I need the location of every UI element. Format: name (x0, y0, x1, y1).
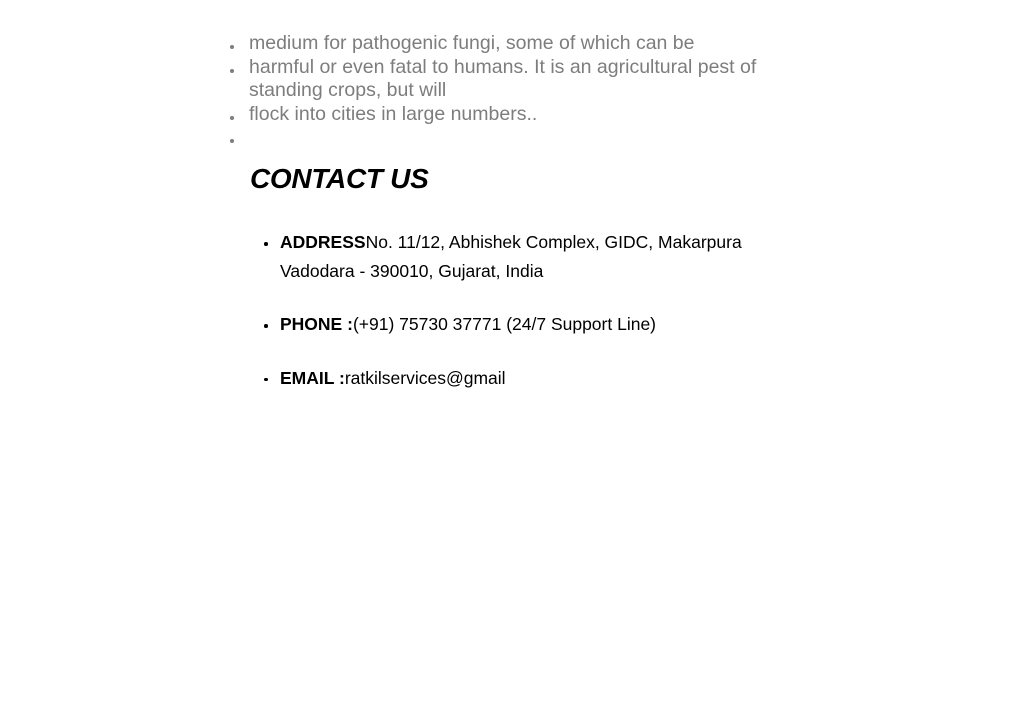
bullet-icon (264, 378, 268, 382)
bullet-icon (230, 69, 234, 73)
phone-value[interactable]: (+91) 75730 37771 (24/7 Support Line) (352, 314, 657, 334)
bullet-icon (264, 324, 268, 328)
bullet-icon (264, 242, 268, 246)
bullet-icon (230, 45, 234, 49)
list-item (229, 32, 789, 56)
intro-bullet-list (229, 32, 789, 150)
phone-item (260, 310, 780, 339)
list-item (229, 103, 789, 127)
contact-heading: CONTACT US (250, 163, 429, 194)
address-label: ADDRESS (280, 232, 366, 252)
phone-label: PHONE : (280, 314, 353, 334)
list-item-text: flock into cities in large numbers.. (249, 102, 538, 125)
list-item (229, 126, 789, 150)
contact-details-list (260, 228, 780, 417)
email-label: EMAIL : (280, 367, 345, 388)
address-item (260, 228, 780, 285)
list-item (229, 56, 789, 103)
email-item (260, 364, 780, 393)
email-value[interactable]: ratkilservices@gmail (344, 367, 506, 388)
bullet-icon (230, 139, 234, 143)
list-item-text: harmful or even fatal to humans. It is an agricultural pest of standing crops, but will (249, 55, 757, 101)
address-value: No. 11/12, Abhishek Complex, GIDC, Makarpura Vadodara - 390010, Gujarat, India (280, 232, 742, 281)
list-item-text: medium for pathogenic fungi, some of which can be (249, 32, 695, 54)
bullet-icon (230, 116, 234, 120)
